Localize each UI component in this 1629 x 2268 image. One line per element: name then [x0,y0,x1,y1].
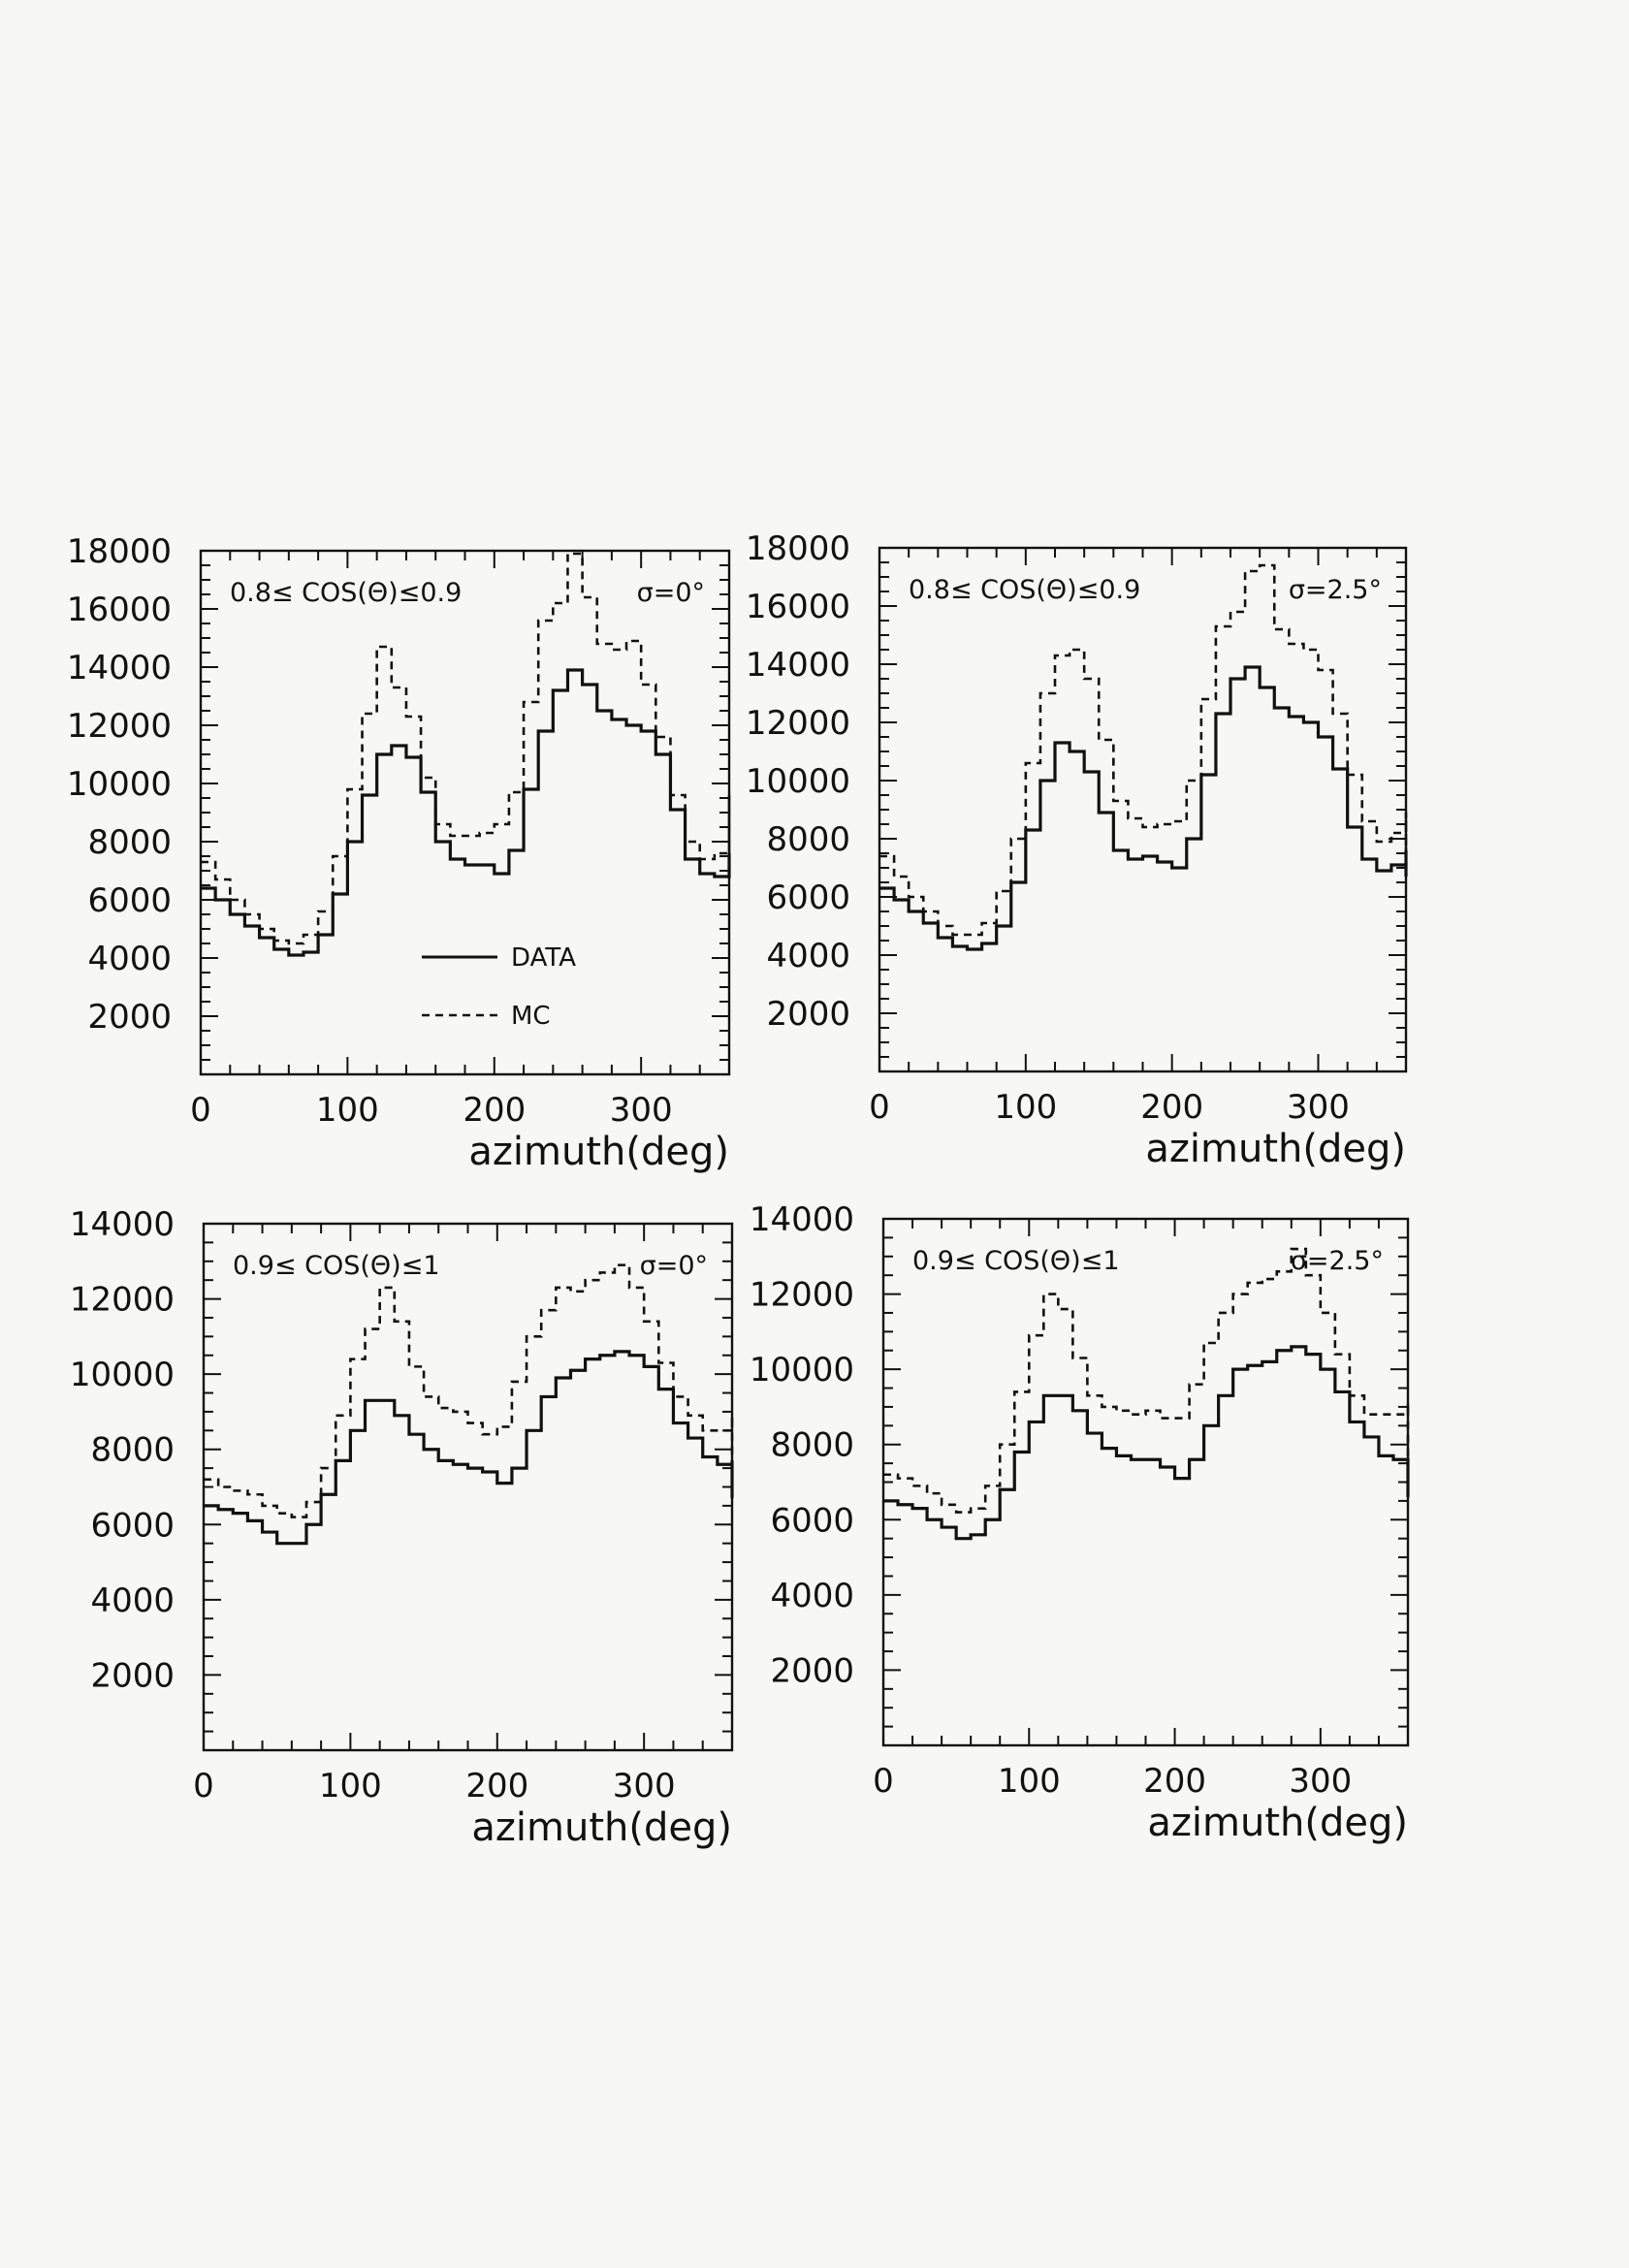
series-mc-line [201,554,729,943]
x-tick-label: 100 [994,1088,1058,1127]
series-data-line [204,1352,732,1544]
y-tick-label: 14000 [745,646,850,685]
legend-mc-label: MC [511,1002,551,1031]
series-mc-line [204,1265,732,1517]
y-tick-label: 14000 [66,649,172,687]
series-mc-line [883,1249,1408,1513]
y-tick-label: 2000 [770,1651,854,1691]
y-tick-label: 10000 [69,1356,175,1395]
y-tick-label: 16000 [745,588,850,626]
y-tick-label: 18000 [745,529,850,568]
y-tick-label: 18000 [66,532,172,571]
y-tick-label: 12000 [749,1275,854,1315]
y-tick-label: 4000 [766,937,850,975]
x-tick-label: 0 [873,1762,894,1801]
x-tick-label: 300 [612,1767,676,1805]
y-tick-label: 12000 [66,707,172,746]
cos-theta-range-label: 0.8≤ COS(Θ)≤0.9 [909,575,1141,605]
y-tick-label: 6000 [766,878,850,917]
x-axis-title: azimuth(deg) [1147,1801,1408,1845]
y-tick-label: 2000 [87,998,172,1037]
x-tick-label: 300 [1287,1088,1350,1127]
chart-panel-4 [750,1200,1408,1845]
x-tick-label: 0 [190,1091,211,1130]
y-tick-label: 4000 [87,940,172,978]
plot-frame [204,1224,732,1750]
sigma-label: σ=2.5° [1288,575,1382,605]
y-tick-label: 12000 [745,704,850,743]
y-tick-label: 2000 [766,995,850,1034]
x-tick-label: 0 [193,1767,214,1805]
y-tick-label: 10000 [66,765,172,804]
x-tick-label: 100 [315,1091,379,1130]
chart-panel-1 [67,532,729,1174]
plot-frame [201,551,729,1074]
y-tick-label: 14000 [69,1205,175,1244]
y-tick-label: 6000 [87,881,172,920]
cos-theta-range-label: 0.8≤ COS(Θ)≤0.9 [230,578,463,608]
series-data-line [879,667,1406,949]
cos-theta-range-label: 0.9≤ COS(Θ)≤1 [912,1246,1120,1276]
y-tick-label: 8000 [770,1425,854,1465]
y-tick-label: 6000 [770,1501,854,1541]
y-tick-label: 6000 [90,1506,175,1546]
y-tick-label: 16000 [66,591,172,629]
series-data-line [201,670,729,955]
x-tick-label: 300 [1289,1762,1353,1801]
y-tick-label: 2000 [90,1656,175,1696]
x-tick-label: 100 [318,1767,382,1805]
y-tick-label: 4000 [770,1576,854,1615]
y-tick-label: 10000 [745,762,850,801]
chart-panel-3 [70,1205,732,1850]
x-tick-label: 200 [463,1091,527,1130]
sigma-label: σ=2.5° [1290,1246,1384,1276]
x-axis-title: azimuth(deg) [468,1130,729,1174]
series-mc-line [879,565,1406,935]
y-tick-label: 10000 [749,1351,854,1390]
y-tick-label: 12000 [69,1280,175,1320]
series-data-line [883,1347,1408,1539]
cos-theta-range-label: 0.9≤ COS(Θ)≤1 [233,1251,440,1281]
y-tick-label: 14000 [749,1200,854,1239]
x-tick-label: 300 [609,1091,673,1130]
chart-panel-2 [746,529,1406,1171]
legend-data-label: DATA [511,943,576,973]
sigma-label: σ=0° [639,1251,708,1281]
x-tick-label: 200 [465,1767,529,1805]
x-tick-label: 200 [1143,1762,1207,1801]
y-tick-label: 4000 [90,1581,175,1620]
x-tick-label: 200 [1140,1088,1204,1127]
y-tick-label: 8000 [90,1430,175,1470]
plot-frame [879,548,1406,1071]
x-axis-title: azimuth(deg) [1145,1127,1406,1171]
y-tick-label: 8000 [766,820,850,859]
x-tick-label: 0 [869,1088,890,1127]
plot-frame [883,1219,1408,1745]
x-tick-label: 100 [997,1762,1061,1801]
x-axis-title: azimuth(deg) [471,1805,732,1850]
y-tick-label: 8000 [87,823,172,862]
sigma-label: σ=0° [636,578,705,608]
